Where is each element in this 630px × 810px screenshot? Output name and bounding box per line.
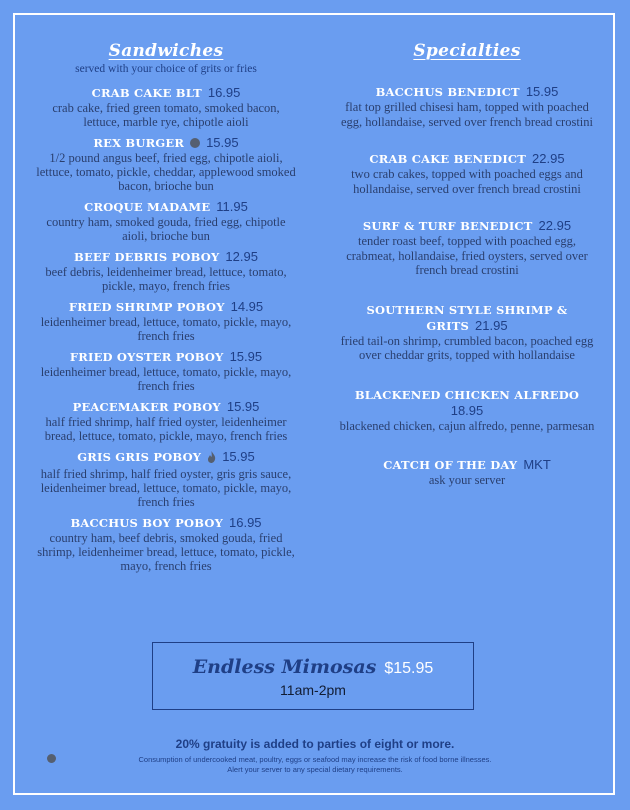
item-price: 18.95 — [450, 402, 484, 418]
item-price: 12.95 — [225, 249, 258, 264]
specialties-column — [334, 40, 600, 488]
item-price: 15.95 — [229, 349, 263, 364]
item-name: BACCHUS BOY POBOY — [70, 516, 223, 530]
item-name: SOUTHERN STYLE SHRIMP & GRITS — [366, 302, 568, 333]
dot-icon — [190, 138, 200, 148]
menu-item-surf-turf-benedict — [334, 218, 600, 278]
gratuity-note: 20% gratuity is added to parties of eight or more. — [175, 737, 455, 751]
item-description: flat top grilled chisesi ham, topped with poached egg, hollandaise, served over french bread crostini — [341, 100, 593, 129]
food-warning-line1: Consumption of undercooked meat, poultry, eggs or seafood may increase the risk of food borne illnesses. — [138, 755, 492, 764]
item-name: FRIED OYSTER POBOY — [69, 350, 224, 364]
mimosa-promo-box — [152, 642, 474, 710]
sandwiches-title: Sandwiches — [108, 41, 224, 61]
item-price: 21.95 — [475, 317, 508, 333]
item-price: 22.95 — [538, 218, 572, 233]
item-description: blackened chicken, cajun alfredo, penne, parmesan — [339, 418, 595, 433]
item-name: SURF & TURF BENEDICT — [362, 219, 533, 233]
item-name: FRIED SHRIMP POBOY — [68, 300, 225, 314]
menu-item-croque-madame — [34, 199, 298, 243]
item-price: 11.95 — [216, 199, 248, 214]
item-description: ask your server — [428, 473, 506, 487]
item-name: CRAB CAKE BENEDICT — [369, 152, 527, 166]
menu-item-bacchus-boy-poboy — [34, 515, 298, 573]
item-name: CRAB CAKE BLT — [91, 86, 202, 100]
item-description: half fried shrimp, half fried oyster, gris gris sauce, leidenheimer bread, lettuce, tomato, pickle, mayo, french fries — [40, 467, 292, 509]
sandwiches-subtitle: served with your choice of grits or fries — [75, 63, 257, 75]
item-description: tender roast beef, topped with poached egg, crabmeat, hollandaise, fried oysters, served over french bread crostini — [346, 234, 588, 277]
item-price: 16.95 — [207, 85, 241, 100]
menu-item-crab-cake-benedict — [334, 151, 600, 196]
flame-icon — [207, 451, 216, 467]
specialties-title: Specialties — [413, 41, 521, 61]
item-name: BEEF DEBRIS POBOY — [74, 250, 220, 264]
item-description: crab cake, fried green tomato, smoked bacon, lettuce, marble rye, chipotle aioli — [52, 101, 280, 129]
item-description: leidenheimer bread, lettuce, tomato, pickle, mayo, french fries — [40, 365, 292, 393]
item-price: 15.95 — [525, 84, 559, 99]
item-name: GRIS GRIS POBOY — [77, 450, 202, 464]
mimosa-price: $15.95 — [384, 660, 434, 677]
item-price: 15.95 — [222, 449, 255, 464]
menu-item-peacemaker-poboy — [34, 399, 298, 443]
item-description: country ham, beef debris, smoked gouda, fried shrimp, leidenheimer bread, lettuce, tomato, pickle, mayo, french fries — [37, 531, 295, 573]
item-description: fried tail-on shrimp, crumbled bacon, poached egg over cheddar grits, topped with hollandaise — [340, 333, 594, 362]
menu-item-fried-oyster-poboy — [34, 349, 298, 393]
menu-item-blackened-chicken-alfredo — [334, 387, 600, 434]
mimosa-hours: 11am-2pm — [280, 682, 346, 698]
menu-item-shrimp-and-grits — [334, 302, 600, 363]
item-name: PEACEMAKER POBOY — [72, 400, 221, 414]
item-description: two crab cakes, topped with poached eggs and hollandaise, served over french bread crostini — [351, 167, 583, 196]
menu-item-fried-shrimp-poboy — [34, 299, 298, 343]
footer — [40, 736, 590, 775]
sandwiches-column — [34, 40, 298, 573]
menu-item-bacchus-benedict — [334, 84, 600, 129]
item-name: BLACKENED CHICKEN ALFREDO — [354, 387, 580, 402]
menu-item-gris-gris-poboy — [34, 449, 298, 509]
item-name: REX BURGER — [93, 136, 185, 150]
item-description: country ham, smoked gouda, fried egg, chipotle aioli, brioche bun — [46, 215, 286, 243]
item-description: half fried shrimp, half fried oyster, leidenheimer bread, lettuce, tomato, pickle, mayo, french fries — [44, 415, 288, 443]
item-price: 15.95 — [206, 135, 239, 150]
item-name: BACCHUS BENEDICT — [375, 85, 520, 99]
item-price: 15.95 — [226, 399, 260, 414]
item-description: 1/2 pound angus beef, fried egg, chipotle aioli, lettuce, tomato, pickle, cheddar, applewood smoked bacon, brioche bun — [36, 151, 296, 193]
menu-item-beef-debris-poboy — [34, 249, 298, 293]
item-price: 22.95 — [532, 151, 565, 166]
item-price: 14.95 — [230, 299, 264, 314]
item-price: 16.95 — [229, 515, 262, 530]
food-warning-line2: Alert your server to any special dietary requirements. — [227, 765, 403, 774]
item-name: CATCH OF THE DAY — [383, 458, 518, 472]
item-name: CROQUE MADAME — [84, 200, 211, 214]
item-price: MKT — [523, 457, 551, 472]
menu-item-catch-of-the-day — [334, 457, 600, 488]
item-description: beef debris, leidenheimer bread, lettuce, tomato, pickle, mayo, french fries — [45, 265, 287, 293]
menu-item-crab-cake-blt — [34, 85, 298, 129]
item-description: leidenheimer bread, lettuce, tomato, pickle, mayo, french fries — [40, 315, 292, 343]
menu-item-rex-burger — [34, 135, 298, 193]
mimosa-title: Endless Mimosas — [192, 656, 377, 678]
